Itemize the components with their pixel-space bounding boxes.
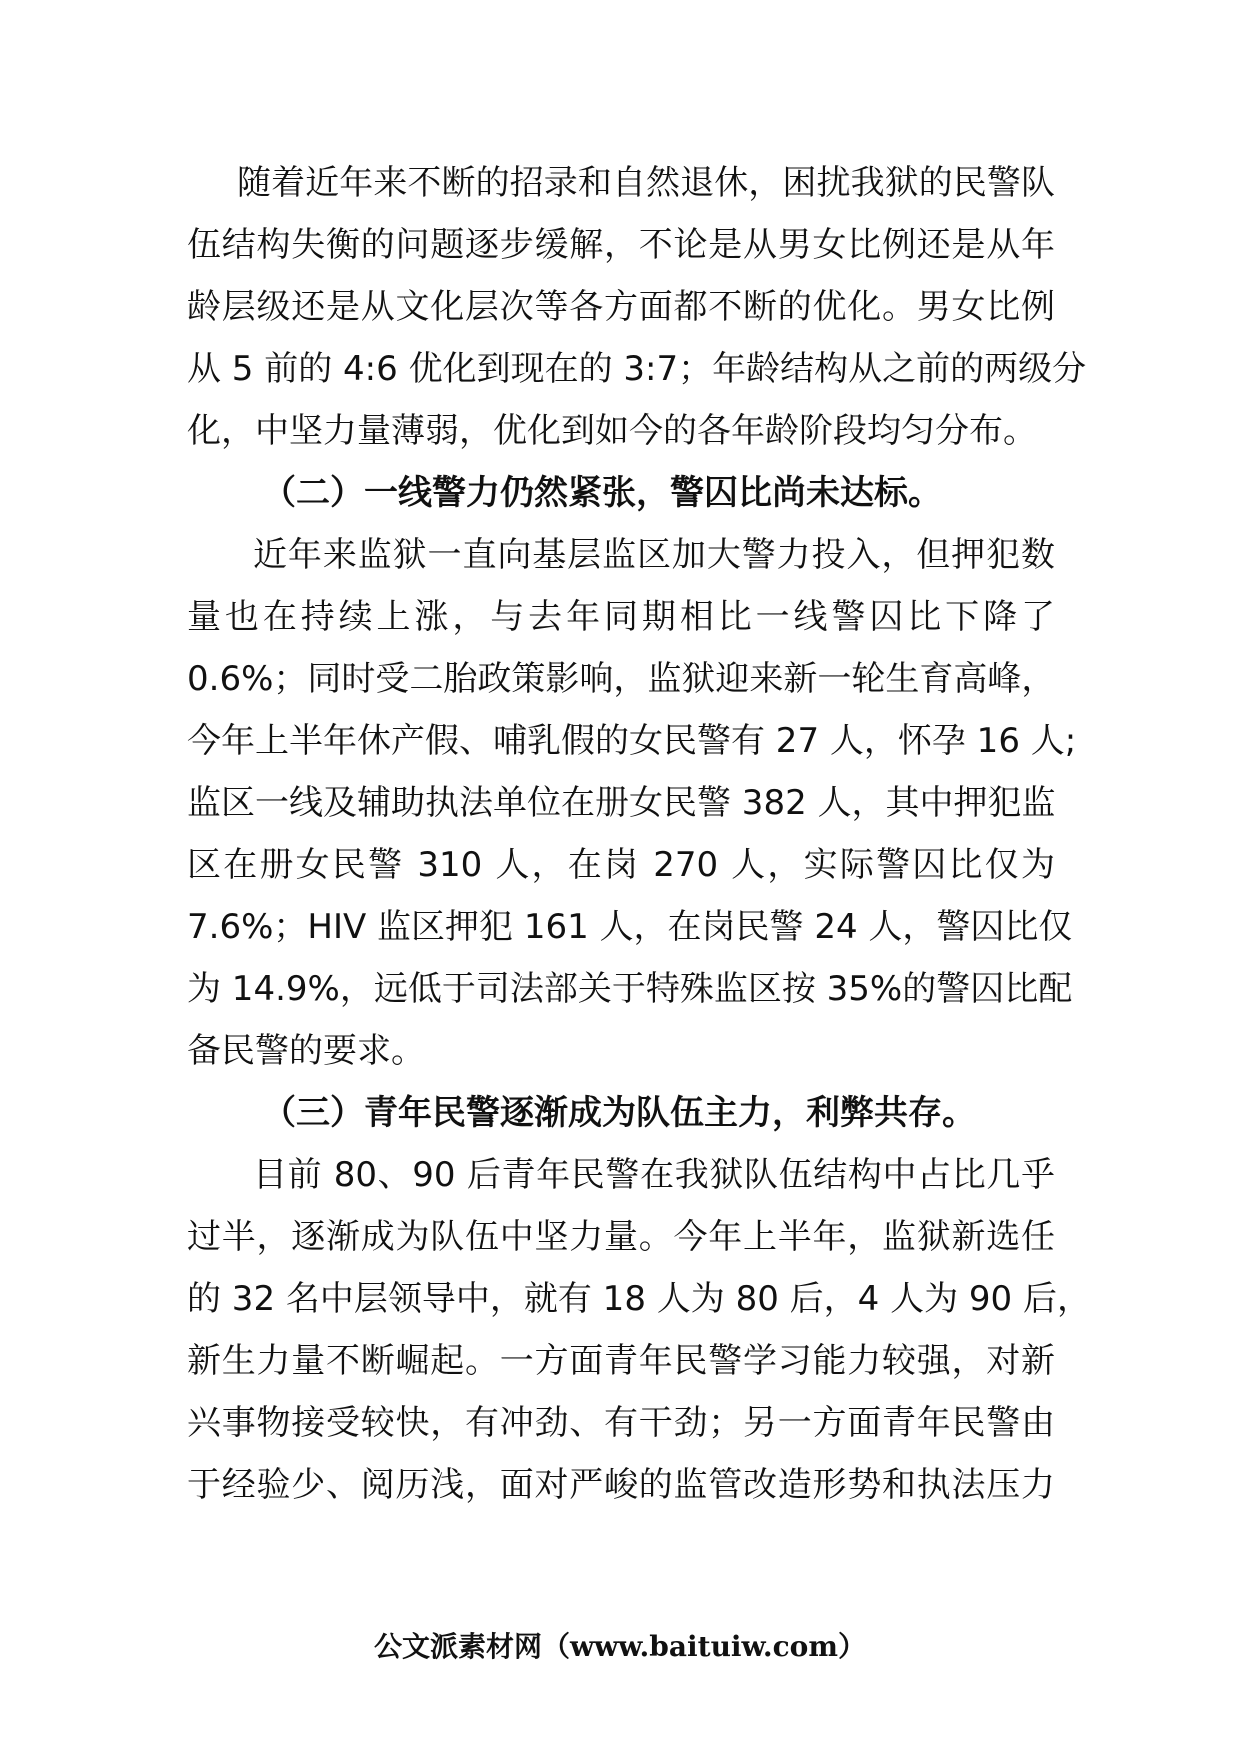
paragraph-line: 龄层级还是从文化层次等各方面都不断的优化。男女比例: [187, 287, 1055, 327]
paragraph-2: [187, 524, 1077, 1082]
paragraph-3: [187, 1144, 1091, 1516]
paragraph-line: 化，中坚力量薄弱，优化到如今的各年龄阶段均匀分布。: [187, 411, 1037, 451]
section-heading-3: （三）青年民警逐渐成为队伍主力，利弊共存。: [262, 1093, 976, 1133]
paragraph-line: 从 5 前的 4:6 优化到现在的 3:7；年龄结构从之前的两级分: [187, 349, 1087, 389]
paragraph-line: 监区一线及辅助执法单位在册女民警 382 人，其中押犯监: [187, 783, 1056, 823]
paragraph-line: 为 14.9%，远低于司法部关于特殊监区按 35%的警囚比配: [187, 969, 1073, 1009]
paragraph-line: 区在册女民警 310 人，在岗 270 人，实际警囚比仅为: [187, 845, 1055, 885]
paragraph-1: [187, 152, 1087, 462]
paragraph-line: 7.6%；HIV 监区押犯 161 人，在岗民警 24 人，警囚比仅: [187, 907, 1073, 947]
paragraph-line: 随着近年来不断的招录和自然退休，困扰我狱的民警队: [237, 163, 1055, 203]
footer-watermark: 公文派素材网（www.baituiw.com）: [374, 1630, 866, 1663]
paragraph-line: 备民警的要求。: [187, 1031, 425, 1071]
paragraph-line: 的 32 名中层领导中，就有 18 人为 80 后，4 人为 90 后，: [187, 1279, 1091, 1319]
paragraph-line: 0.6%；同时受二胎政策影响，监狱迎来新一轮生育高峰，: [187, 659, 1056, 699]
paragraph-line: 于经验少、阅历浅，面对严峻的监管改造形势和执法压力: [187, 1465, 1055, 1505]
paragraph-line: 新生力量不断崛起。一方面青年民警学习能力较强，对新: [187, 1341, 1055, 1381]
paragraph-line: 过半，逐渐成为队伍中坚力量。今年上半年，监狱新选任: [187, 1217, 1055, 1257]
paragraph-line: 量也在持续上涨，与去年同期相比一线警囚比下降了: [187, 597, 1055, 637]
section-heading-2: （二）一线警力仍然紧张，警囚比尚未达标。: [262, 473, 942, 513]
paragraph-line: 伍结构失衡的问题逐步缓解，不论是从男女比例还是从年: [187, 225, 1055, 265]
paragraph-line: 近年来监狱一直向基层监区加大警力投入，但押犯数: [253, 535, 1055, 575]
paragraph-line: 兴事物接受较快，有冲劲、有干劲；另一方面青年民警由: [187, 1403, 1055, 1443]
paragraph-line: 今年上半年休产假、哺乳假的女民警有 27 人，怀孕 16 人;: [187, 721, 1077, 761]
paragraph-line: 目前 80、90 后青年民警在我狱队伍结构中占比几乎: [253, 1155, 1055, 1195]
